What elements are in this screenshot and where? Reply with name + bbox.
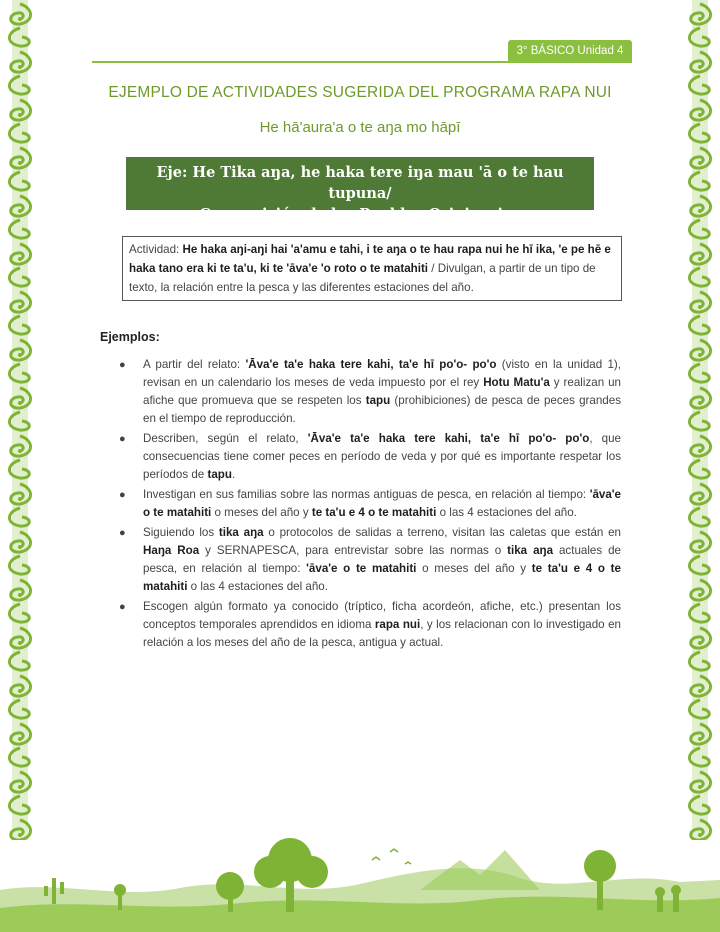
bullet-icon: ● <box>119 359 126 371</box>
examples-list <box>119 356 621 654</box>
unit-tab: 3° BÁSICO Unidad 4 <box>508 40 632 62</box>
activity-box <box>122 236 622 301</box>
top-rule <box>92 61 632 63</box>
decorative-border-left <box>0 0 40 840</box>
eje-banner <box>126 157 594 223</box>
list-item: ● Escogen algún formato ya conocido (tríptico, ficha acordeón, afiche, etc.) presentan los conceptos temporales aprendidos en idioma rapa nui, y los relacionan con lo investigado en relación a los meses del año de la pesca, antigua y actual. <box>119 600 621 649</box>
list-item: ● Describen, según el relato, 'Āva'e ta'e haka tere kahi, ta'e hī po'o- po'o, que consecuencias tiene comer peces en período de veda y por qué es importante respetar los períodos de tapu. <box>119 432 622 481</box>
eje-line-1: Eje: He Tika aŋa, he haka tere iŋa mau 'ā o te hau tupuna/ <box>156 164 564 202</box>
activity-spanish-text: / Divulgan, a partir de un tipo de texto, la relación entre la pesca y las diferentes estaciones del año. <box>129 262 596 294</box>
eje-line-2: Cosmovisión de los Pueblos Originarios <box>199 206 521 223</box>
bullet-icon: ● <box>119 527 126 539</box>
decorative-border-right <box>680 0 720 840</box>
activity-rapanui-text: He haka aŋi-aŋi hai 'a'amu e tahi, i te aŋa o te hau rapa nui he hī ika, 'e pe hē e haka tano era ki te ta'u, ki te 'āva'e 'o roto o te matahiti <box>129 243 611 275</box>
list-item: ● Investigan en sus familias sobre las normas antiguas de pesca, en relación al tiempo: 'āva'e o te matahiti o meses del año y te ta'u e 4 o te matahiti o las 4 estaciones del año. <box>119 488 621 519</box>
page-subtitle: He hā'aura'a o te aŋa mo hāpī <box>259 119 461 136</box>
bullet-icon: ● <box>119 433 126 445</box>
bullet-icon: ● <box>119 601 126 613</box>
list-item: ● Siguiendo los tika aŋa o protocolos de salidas a terreno, visitan las caletas que están en Haŋa Roa y SERNAPESCA, para entrevistar sobre las normas o tika aŋa actuales de pesca, en relación al tiempo: 'āva'e o te matahiti o meses del año y te ta'u e 4 o te matahiti o las 4 estaciones del año. <box>119 526 621 593</box>
examples-heading: Ejemplos: <box>100 330 160 344</box>
activity-label: Actividad: <box>129 243 183 256</box>
footer-landscape-illustration <box>0 820 720 932</box>
list-item: ● A partir del relato: 'Āva'e ta'e haka tere kahi, ta'e hī po'o- po'o (visto en la unidad 1), revisan en un calendario los meses de veda impuesto por el rey Hotu Matu'a y realizan un afiche que promueva que se respeten los tapu (prohibiciones) de pesca de peces grandes en el tiempo de reproducción. <box>119 358 622 425</box>
bullet-icon: ● <box>119 489 126 501</box>
page-title: EJEMPLO DE ACTIVIDADES SUGERIDA DEL PROGRAMA RAPA NUI <box>108 84 612 101</box>
